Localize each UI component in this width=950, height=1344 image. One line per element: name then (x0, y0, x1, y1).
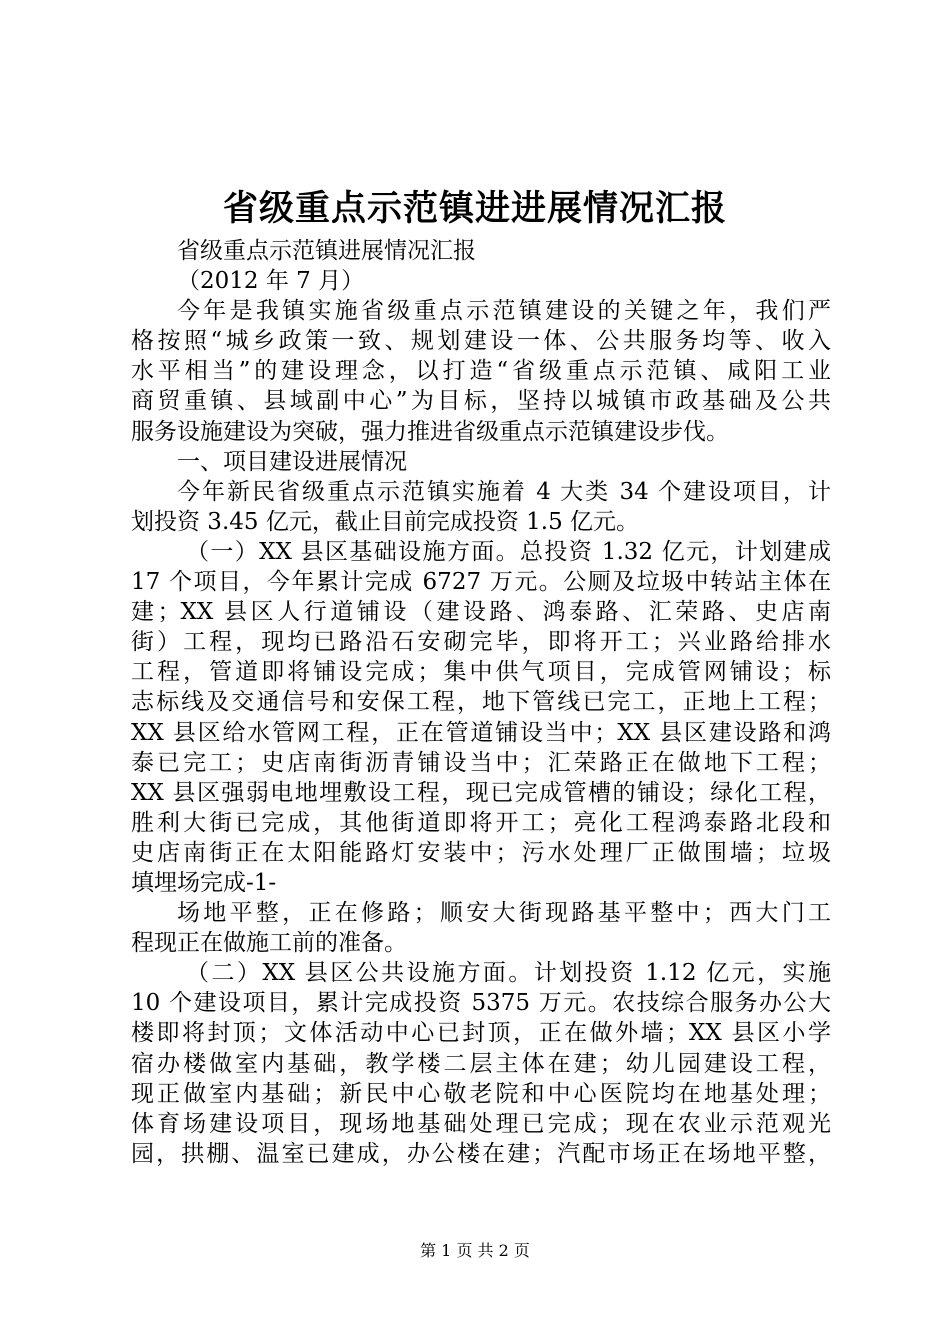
paragraph-line: 楼即将封顶；文体活动中心已封顶，正在做外墙；XX 县区小学 (131, 1020, 831, 1047)
paragraph-line: XX 县区给水管网工程，正在管道铺设当中；XX 县区建设路和鸿 (131, 719, 831, 746)
paragraph-line: 水平相当”的建设理念，以打造“省级重点示范镇、咸阳工业 (131, 358, 831, 385)
paragraph-line: 街）工程，现均已路沿石安砌完毕，即将开工；兴业路给排水 (131, 629, 831, 656)
paragraph-line: 商贸重镇、县域副中心”为目标，坚持以城镇市政基础及公共 (131, 388, 831, 415)
paragraph-line: 场地平整，正在修路；顺安大街现路基平整中；西大门工 (177, 900, 831, 927)
document-title: 省级重点示范镇进进展情况汇报 (222, 188, 727, 229)
paragraph-line: 划投资 3.45 亿元，截止目前完成投资 1.5 亿元。 (131, 508, 640, 535)
paragraph-line: 格按照“城乡政策一致、规划建设一体、公共服务均等、收入 (131, 328, 831, 355)
paragraph-line: 程现正在做施工前的准备。 (131, 930, 407, 957)
paragraph-line: （二）XX 县区公共设施方面。计划投资 1.12 亿元，实施 (186, 960, 831, 987)
page-number-footer: 第 1 页 共 2 页 (420, 1241, 530, 1260)
date-line: （2012 年 7 月） (177, 268, 365, 295)
paragraph-line: （一）XX 县区基础设施方面。总投资 1.32 亿元，计划建成 (186, 538, 831, 565)
paragraph-line: 园，拱棚、温室已建成，办公楼在建；汽配市场正在场地平整， (131, 1140, 831, 1167)
paragraph-line: 填埋场完成-1- (131, 869, 277, 896)
paragraph-line: 现正做室内基础；新民中心敬老院和中心医院均在地基处理； (131, 1080, 831, 1107)
paragraph-line: 宿办楼做室内基础，教学楼二层主体在建；幼儿园建设工程， (131, 1050, 831, 1077)
paragraph-line: 10 个建设项目，累计完成投资 5375 万元。农技综合服务办公大 (131, 990, 831, 1017)
paragraph-line: 体育场建设项目，现场地基础处理已完成；现在农业示范观光 (131, 1110, 831, 1137)
section-heading: 一、项目建设进展情况 (177, 448, 407, 475)
paragraph-line: 今年新民省级重点示范镇实施着 4 大类 34 个建设项目，计 (177, 478, 831, 505)
paragraph-line: XX 县区强弱电地埋敷设工程，现已完成管槽的铺设；绿化工程， (131, 779, 831, 806)
paragraph-line: 建；XX 县区人行道铺设（建设路、鸿泰路、汇荣路、史店南 (131, 599, 831, 626)
paragraph-line: 胜利大街已完成，其他街道即将开工；亮化工程鸿泰路北段和 (131, 809, 831, 836)
paragraph-line: 17 个项目，今年累计完成 6727 万元。公厕及垃圾中转站主体在 (131, 569, 831, 596)
paragraph-line: 泰已完工；史店南街沥青铺设当中；汇荣路正在做地下工程； (131, 749, 831, 776)
paragraph-line: 服务设施建设为突破，强力推进省级重点示范镇建设步伐。 (131, 418, 729, 445)
paragraph-line: 志标线及交通信号和安保工程，地下管线已完工，正地上工程； (131, 689, 831, 716)
subtitle-line: 省级重点示范镇进展情况汇报 (177, 238, 476, 264)
paragraph-line: 工程，管道即将铺设完成；集中供气项目，完成管网铺设；标 (131, 659, 831, 686)
paragraph-line: 今年是我镇实施省级重点示范镇建设的关键之年，我们严 (177, 298, 831, 325)
paragraph-line: 史店南街正在太阳能路灯安装中；污水处理厂正做围墙；垃圾 (131, 839, 831, 866)
document-body (131, 236, 831, 1169)
